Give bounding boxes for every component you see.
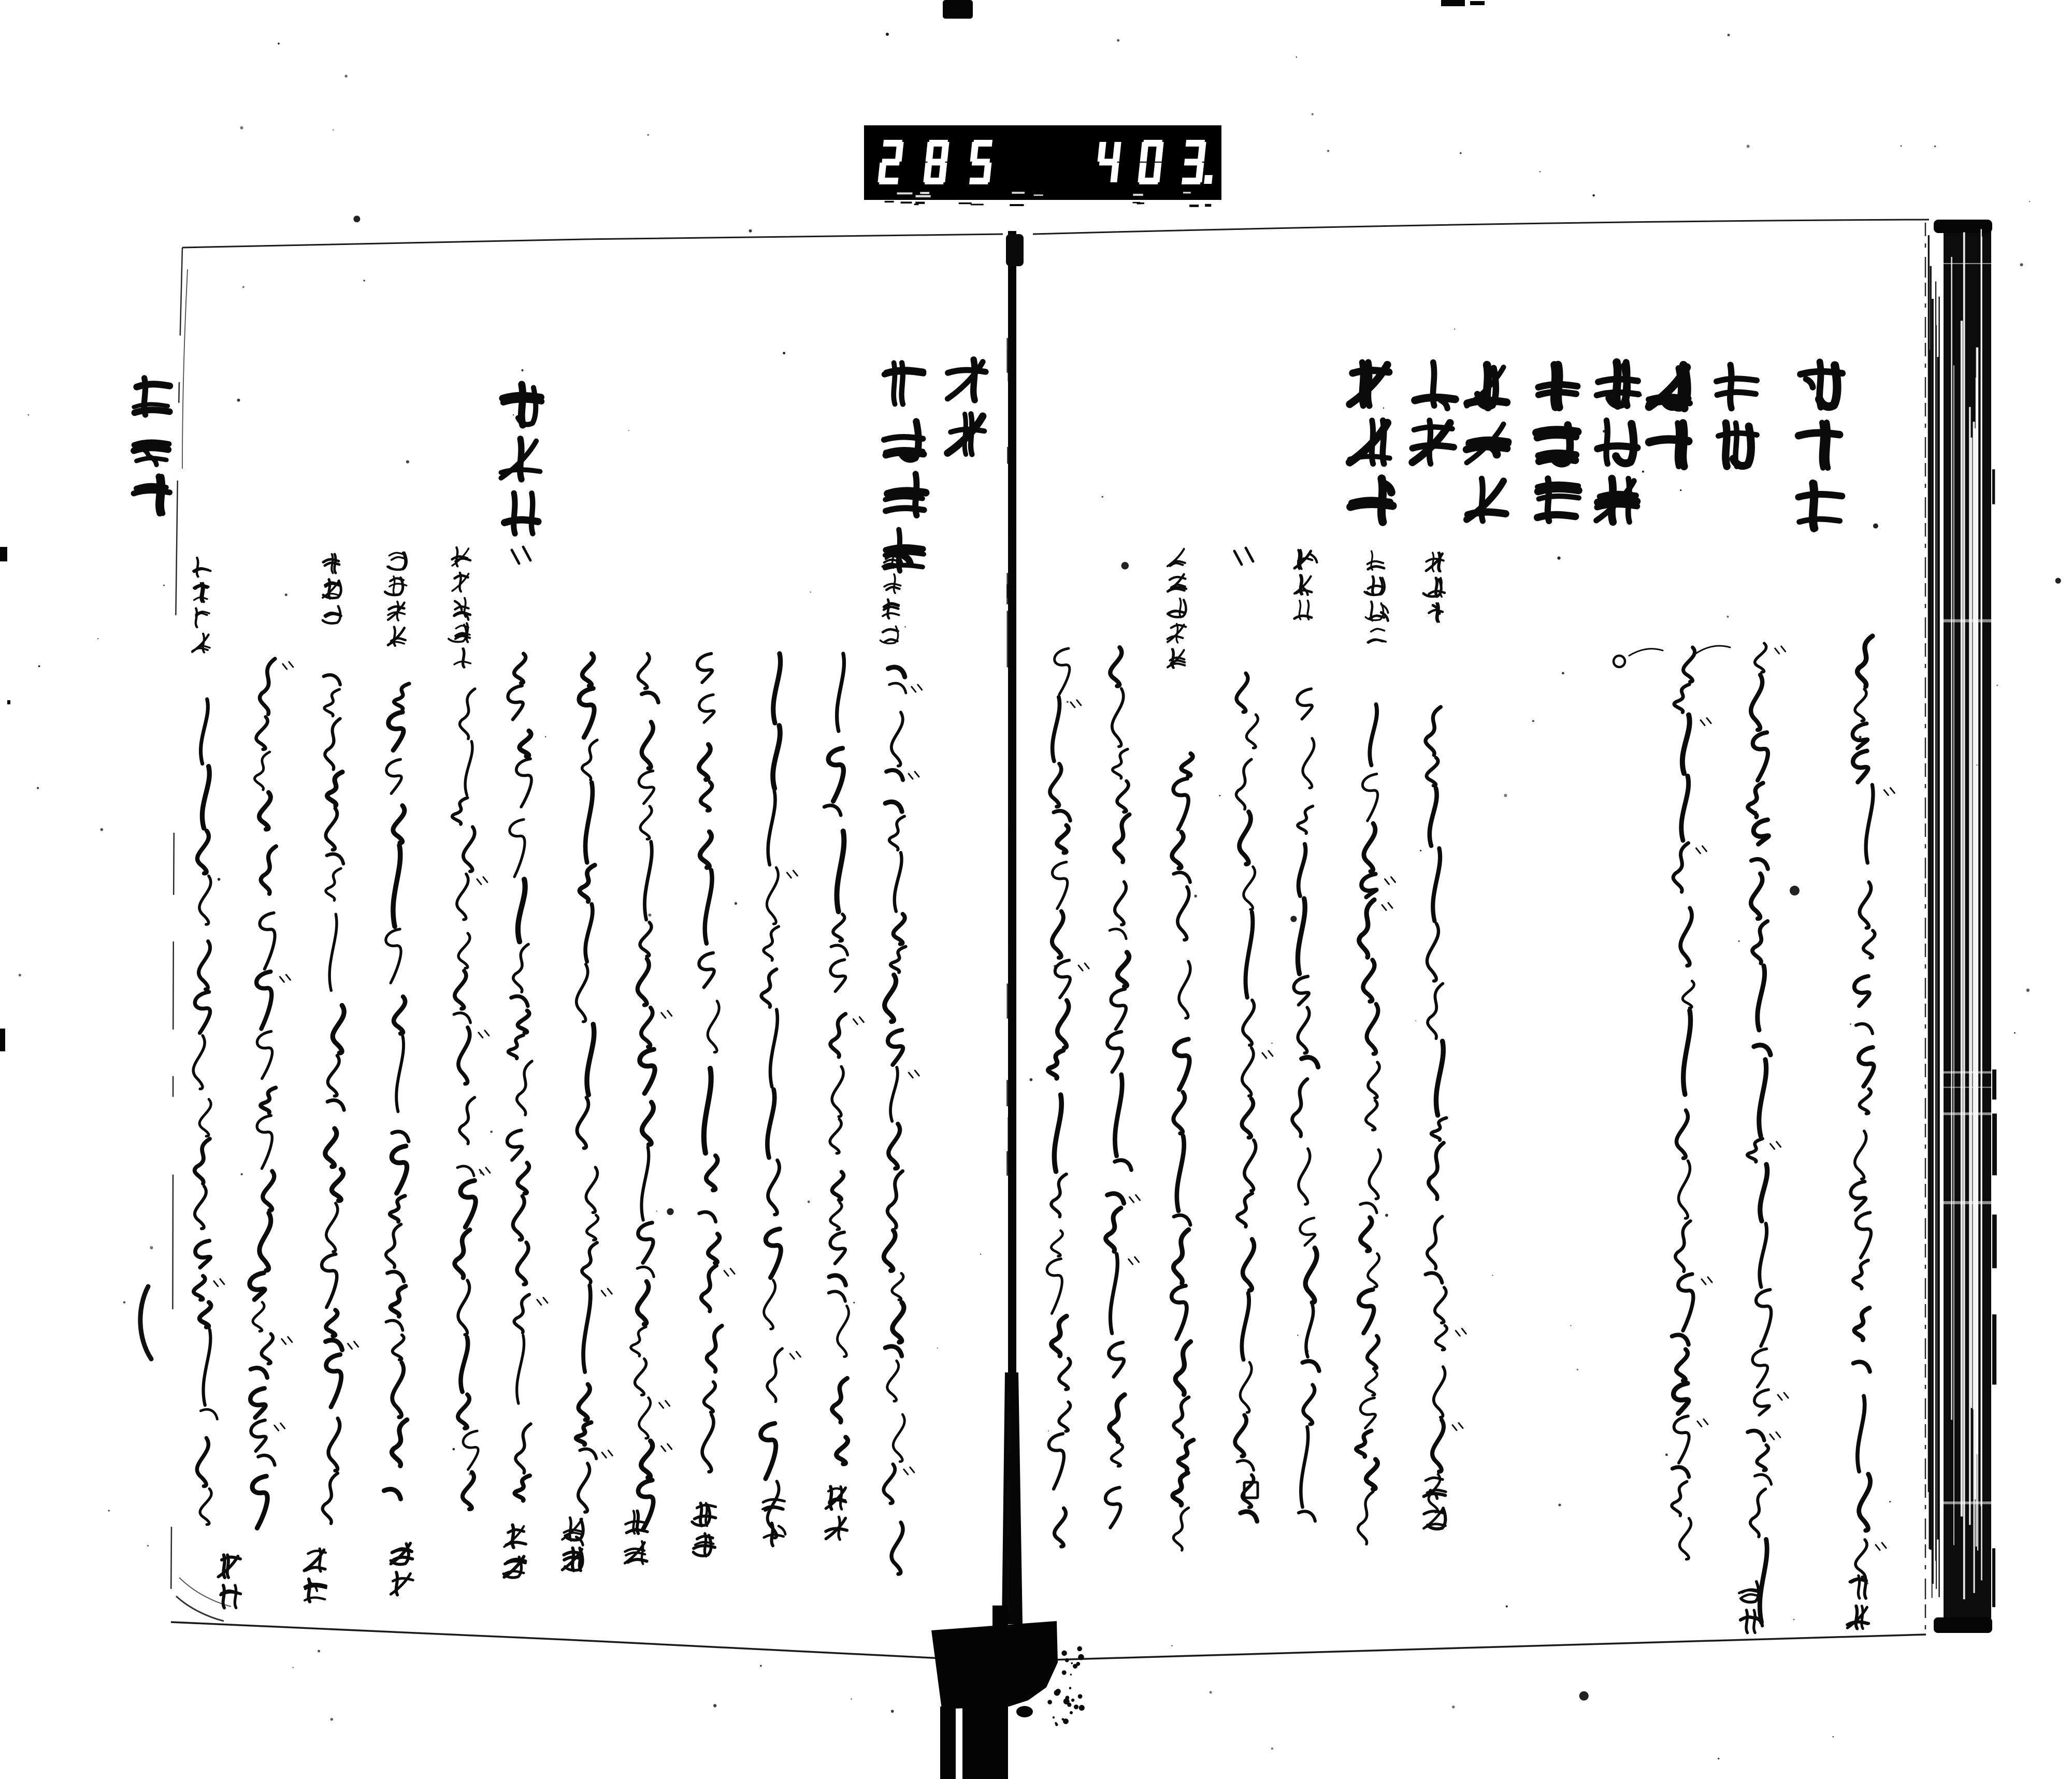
seven-segment-display xyxy=(864,125,1221,200)
frame-counter xyxy=(864,125,1221,200)
topic-heading-glyphs xyxy=(134,378,170,513)
